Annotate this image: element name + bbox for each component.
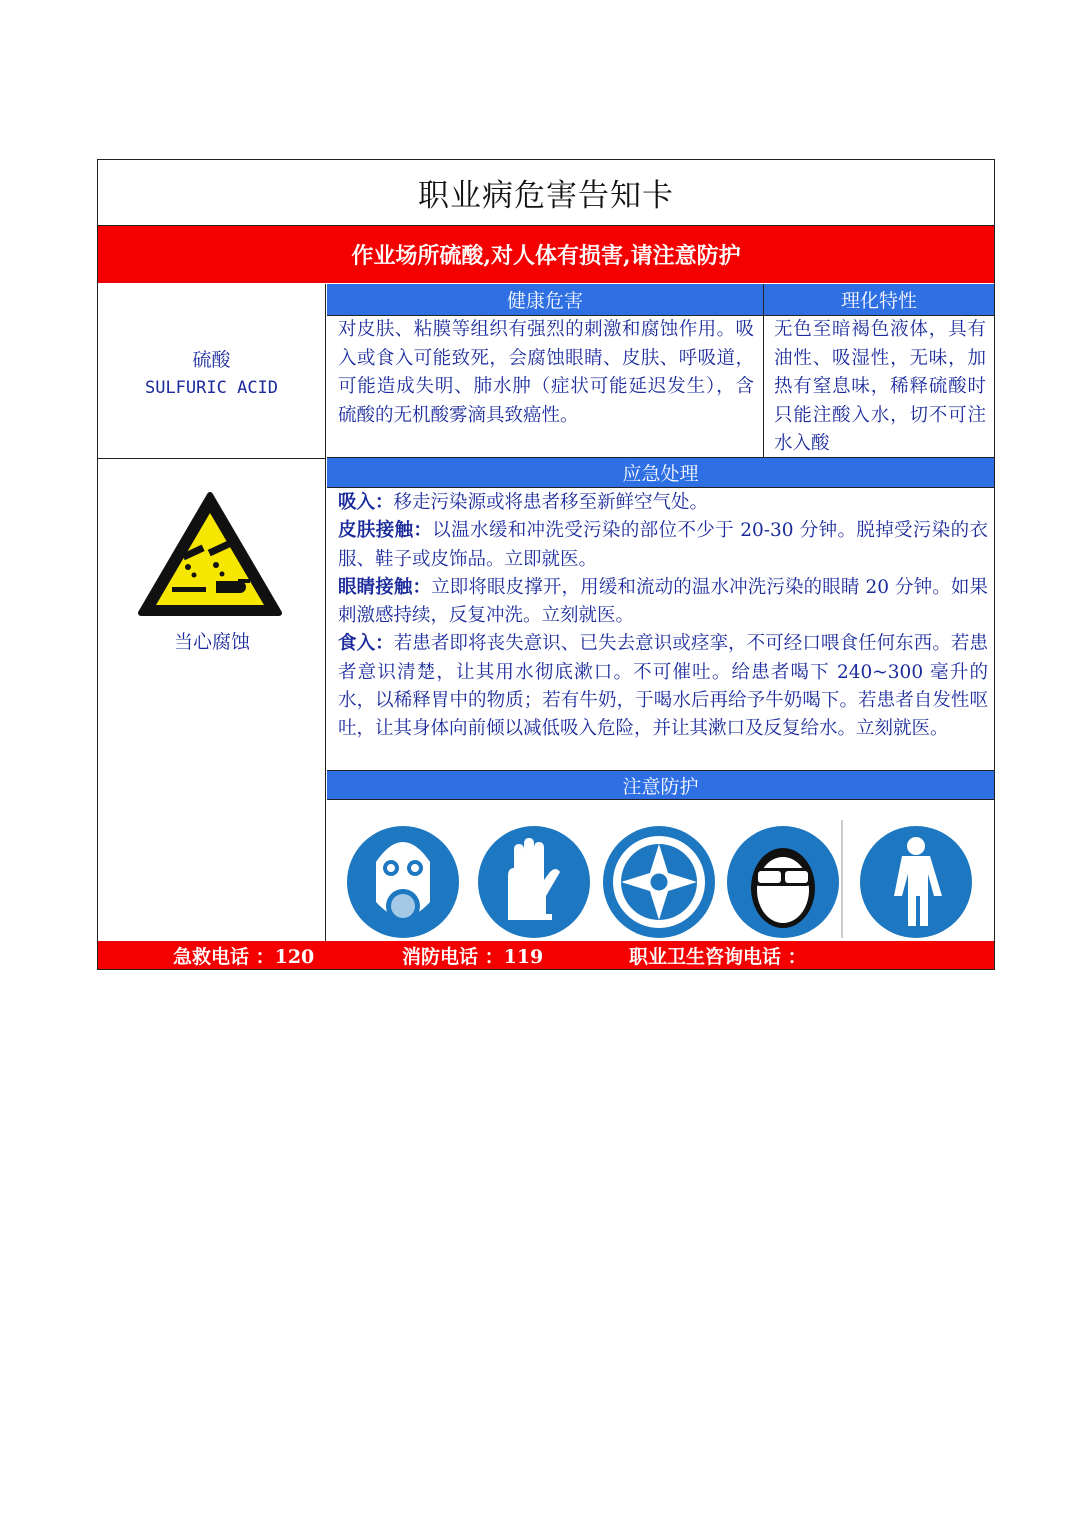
physchem-header: 理化特性	[764, 284, 994, 315]
health-hazard-header: 健康危害	[327, 284, 763, 315]
emergency-item-text: 若患者即将丧失意识、已失去意识或痉挛，不可经口喂食任何东西。若患者意识清楚，让其用水彻底漱口。不可催吐。给患者喝下 240~300 毫升的水，以稀释胃中的物质；若有牛奶，于喝水后再给予牛奶喝下。若患者自发性呕吐，让其身体向前倾以减低吸入危险，并让其漱口及反复给水。立刻就医。	[338, 633, 988, 740]
emergency-divider	[327, 487, 994, 488]
first-aid-phone: 急救电话 ：120	[173, 945, 315, 968]
substance-name-cn: 硫酸	[192, 348, 231, 371]
fire-phone: 消防电话 ：119	[402, 945, 544, 968]
protective-gloves-icon	[478, 826, 590, 938]
emergency-item-text: 以温水缓和冲洗受污染的部位不少于 20-30 分钟。脱掉受污染的衣服、鞋子或皮饰品。立即就医。	[338, 520, 988, 570]
emergency-item-label: 眼睛接触：	[338, 576, 432, 598]
emergency-item	[338, 574, 988, 631]
emergency-item-label: 皮肤接触：	[338, 520, 433, 542]
footer-bar	[98, 941, 994, 969]
gas-mask-icon	[347, 826, 459, 938]
emergency-item	[338, 517, 988, 574]
emergency-item	[338, 630, 988, 743]
substance-name-en: SULFURIC ACID	[144, 377, 279, 398]
safety-goggles-icon	[727, 826, 839, 938]
emergency-instructions	[338, 489, 988, 744]
ppe-icons-row	[336, 806, 994, 938]
warning-banner: 作业场所硫酸,对人体有损害,请注意防护	[98, 226, 994, 283]
card-title: 职业病危害告知卡	[98, 160, 994, 226]
substance-name-cell	[98, 284, 326, 458]
protective-suit-icon	[860, 826, 972, 938]
corrosion-warning-icon	[138, 489, 283, 619]
protection-divider	[327, 799, 994, 800]
hazard-notice-card	[97, 159, 995, 970]
physchem-text: 无色至暗褐色液体，具有油性、吸湿性，无味，加热有窒息味，稀释硫酸时只能注酸入水，切不可注水入酸	[774, 319, 986, 454]
occupational-health-phone: 职业卫生咨询电话 ：	[629, 945, 807, 968]
emergency-item-text: 立即将眼皮撑开，用缓和流动的温水冲洗污染的眼睛 20 分钟。如果刺激感持续，反复冲洗。立刻就医。	[338, 576, 988, 627]
protection-header: 注意防护	[327, 771, 994, 799]
health-hazard-text: 对皮肤、粘膜等组织有强烈的刺激和腐蚀作用。吸入或食入可能致死，会腐蚀眼睛、皮肤、呼吸道，可能造成失明、肺水肿（症状可能延迟发生），含硫酸的无机酸雾滴具致癌性。	[338, 319, 754, 426]
emergency-item	[338, 489, 988, 517]
emergency-header: 应急处理	[327, 458, 994, 487]
emergency-item-text: 移走污染源或将患者移至新鲜空气处。	[393, 492, 709, 513]
face-shield-icon	[603, 826, 715, 938]
emergency-item-label: 食入：	[338, 633, 394, 655]
warning-sign-label: 当心腐蚀	[173, 631, 250, 653]
emergency-item-label: 吸入：	[338, 492, 394, 513]
warning-sign-cell	[98, 458, 326, 941]
column-divider	[763, 284, 764, 458]
